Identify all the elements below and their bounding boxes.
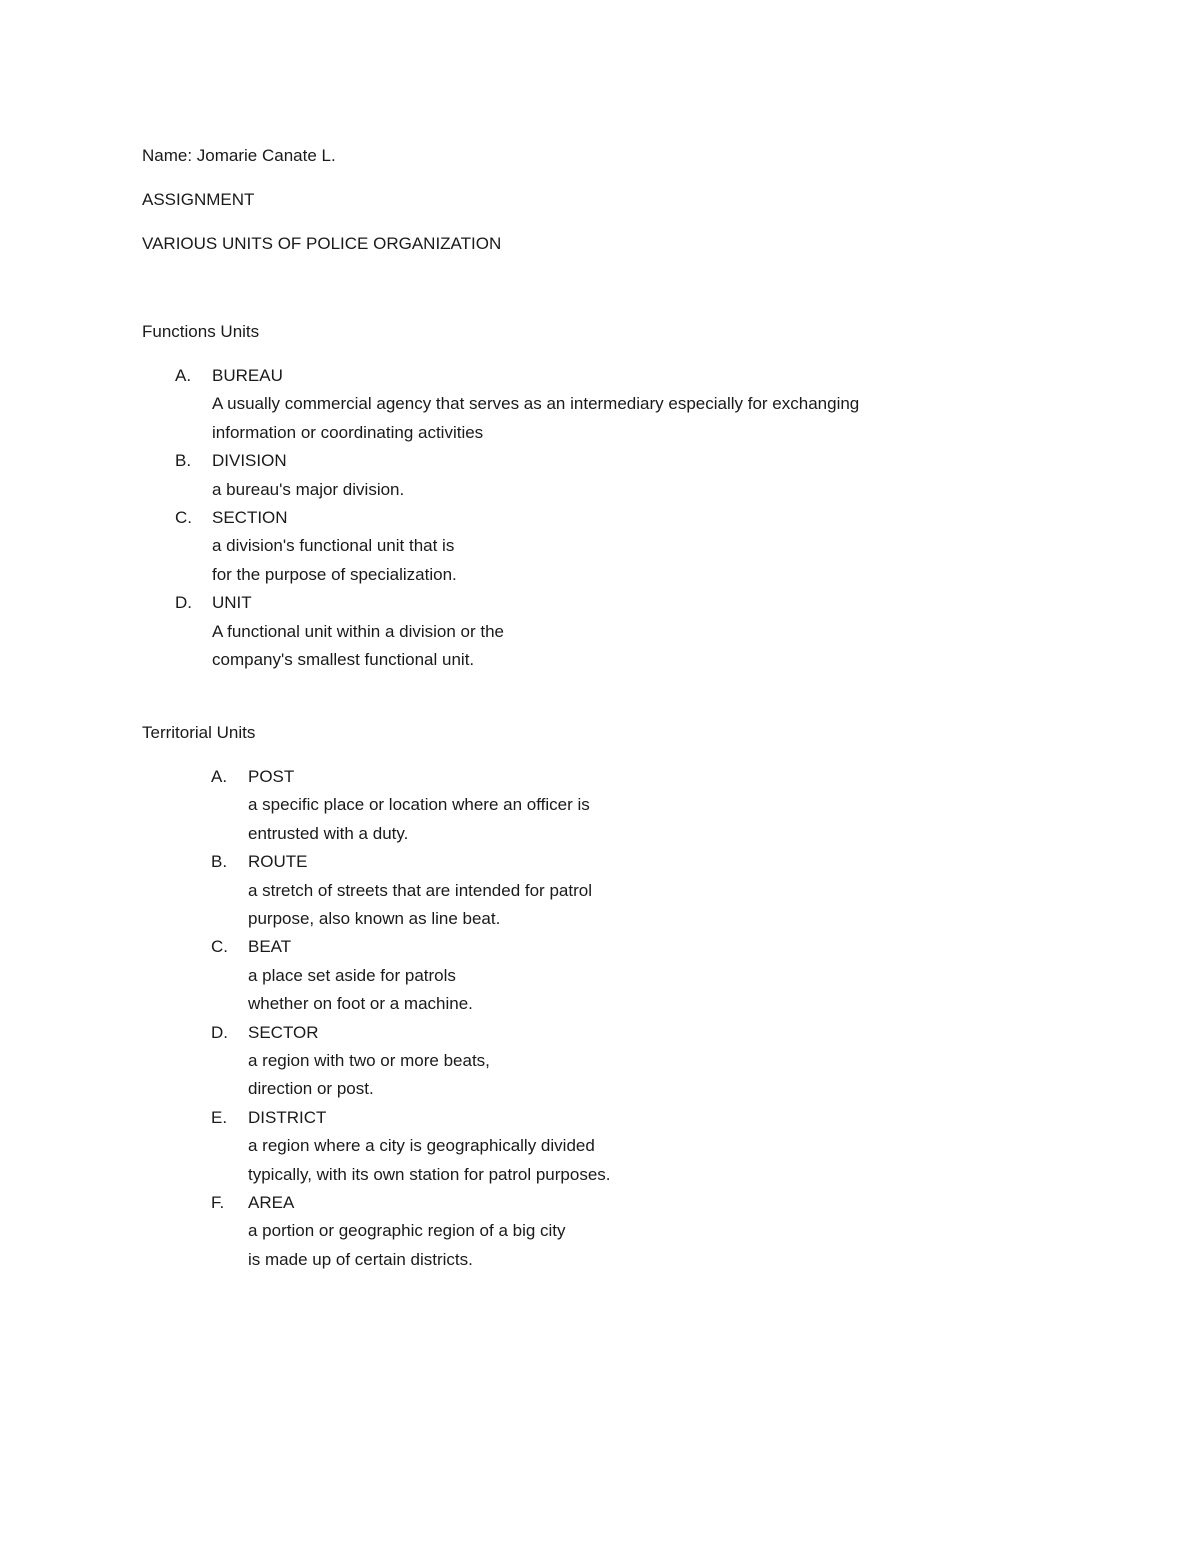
territorial-units-heading: Territorial Units: [142, 723, 256, 742]
list-item-term: BUREAU: [212, 366, 283, 385]
list-item-description: is made up of certain districts.: [248, 1249, 473, 1269]
list-item-description: purpose, also known as line beat.: [248, 909, 501, 928]
list-item-letter: A.: [175, 366, 192, 385]
list-item-description: whether on foot or a machine.: [248, 994, 473, 1014]
list-item-description: a division's functional unit that is: [212, 536, 455, 556]
list-item-description: a region where a city is geographically divided: [248, 1136, 595, 1156]
list-item-description: A usually commercial agency that serves as an intermediary especially for exchanging: [212, 394, 860, 414]
list-item-letter: B.: [175, 451, 192, 471]
list-item-letter: F.: [211, 1193, 225, 1212]
list-item-letter: E.: [211, 1107, 228, 1127]
list-item-description: a place set aside for patrols: [248, 965, 456, 985]
list-item-description: a specific place or location where an officer is: [248, 795, 590, 815]
list-item-description: a bureau's major division.: [212, 479, 405, 499]
list-item-description: a stretch of streets that are intended for patrol: [248, 880, 592, 900]
list-item-letter: D.: [211, 1022, 228, 1042]
list-item-term: POST: [248, 767, 295, 786]
list-item-description: a portion or geographic region of a big city: [248, 1221, 566, 1241]
document-title: VARIOUS UNITS OF POLICE ORGANIZATION: [142, 234, 502, 253]
list-item-term: DISTRICT: [248, 1107, 327, 1127]
list-item-term: ROUTE: [248, 852, 308, 872]
list-item-term: AREA: [248, 1193, 295, 1212]
list-item-description: company's smallest functional unit.: [212, 650, 475, 669]
functions-units-heading: Functions Units: [142, 322, 260, 341]
list-item-letter: C.: [211, 937, 228, 957]
list-item-term: SECTION: [212, 508, 288, 527]
list-item-description: A functional unit within a division or the: [212, 621, 505, 641]
list-item-description: entrusted with a duty.: [248, 823, 409, 843]
list-item-term: UNIT: [212, 593, 252, 613]
list-item-description: a region with two or more beats,: [248, 1051, 490, 1070]
list-item-term: BEAT: [248, 937, 292, 957]
list-item-description: typically, with its own station for patrol purposes.: [248, 1164, 611, 1184]
assignment-label: ASSIGNMENT: [142, 190, 255, 209]
list-item-description: information or coordinating activities: [212, 422, 484, 442]
list-item-letter: A.: [211, 767, 228, 786]
list-item-term: SECTOR: [248, 1022, 319, 1042]
list-item-description: direction or post.: [248, 1079, 374, 1099]
list-item-description: for the purpose of specialization.: [212, 564, 457, 584]
student-name: Name: Jomarie Canate L.: [142, 146, 336, 165]
list-item-letter: C.: [175, 508, 192, 527]
list-item-letter: B.: [211, 852, 228, 872]
list-item-term: DIVISION: [212, 451, 287, 471]
list-item-letter: D.: [175, 593, 192, 613]
